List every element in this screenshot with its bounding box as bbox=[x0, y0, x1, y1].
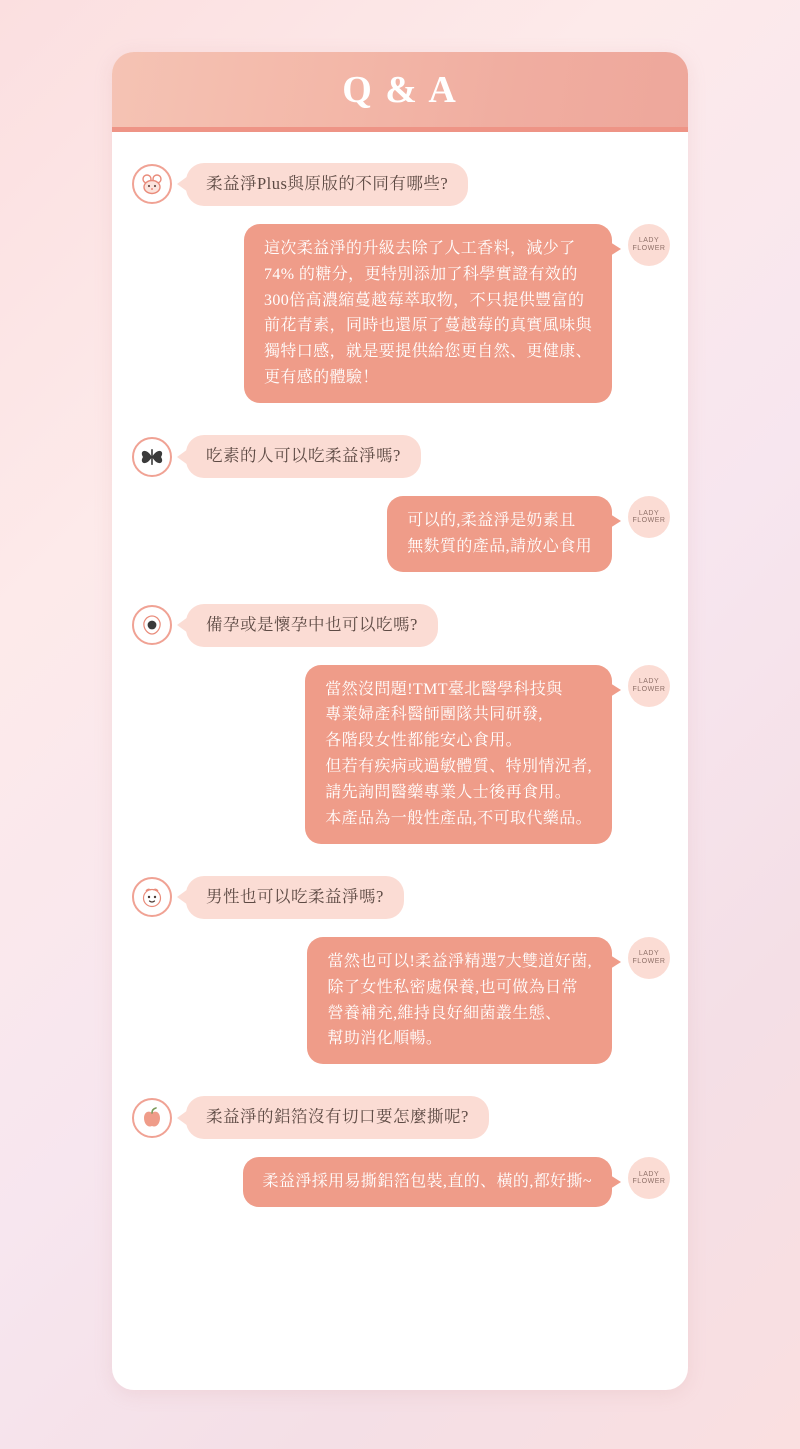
brand-line-2: FLOWER bbox=[632, 685, 666, 693]
answer-line: 當然沒問題!TMT臺北醫學科技與 bbox=[325, 680, 563, 698]
answer-bubble bbox=[244, 224, 612, 403]
answer-line: 各階段女性都能安心食用。 bbox=[325, 732, 522, 750]
qa-item bbox=[112, 876, 688, 1064]
answer-line: 無麩質的產品,請放心食用 bbox=[407, 537, 592, 555]
question-bubble: 備孕或是懷孕中也可以吃嗎? bbox=[186, 604, 438, 647]
brand-line-1: LADY bbox=[638, 237, 660, 245]
brand-line-1: LADY bbox=[638, 678, 660, 686]
brand-line-1: LADY bbox=[638, 1170, 660, 1178]
question-row bbox=[112, 163, 688, 206]
answer-bubble bbox=[307, 937, 612, 1065]
answer-line: 請先詢問醫藥專業人士後再食用。 bbox=[325, 784, 572, 802]
header-divider bbox=[112, 127, 688, 132]
answer-line: 74% 的糖分，更特別添加了科學實證有效的 bbox=[263, 265, 578, 283]
answer-line: 這次柔益淨的升級去除了人工香料，減少了 bbox=[263, 239, 576, 257]
baby-face-icon bbox=[132, 877, 172, 917]
answer-line: 300倍高濃縮蔓越莓萃取物，不只提供豐富的 bbox=[263, 291, 585, 309]
butterfly-icon bbox=[132, 437, 172, 477]
question-row bbox=[112, 604, 688, 647]
mouse-icon bbox=[132, 164, 172, 204]
answer-row bbox=[112, 1157, 688, 1207]
brand-avatar bbox=[628, 1157, 670, 1199]
card-header bbox=[112, 52, 688, 127]
apple-icon bbox=[132, 1098, 172, 1138]
answer-bubble bbox=[243, 1157, 612, 1207]
qa-item bbox=[112, 604, 688, 844]
answer-row bbox=[112, 937, 688, 1065]
brand-line-1: LADY bbox=[638, 950, 660, 958]
qa-item bbox=[112, 1096, 688, 1207]
question-bubble: 柔益淨的鋁箔沒有切口要怎麼撕呢? bbox=[186, 1096, 489, 1139]
qa-item bbox=[112, 435, 688, 572]
answer-line: 本產品為一般性產品,不可取代藥品。 bbox=[325, 810, 592, 828]
answer-line: 但若有疾病或過敏體質、特別情況者, bbox=[325, 758, 592, 776]
answer-line: 前花青素，同時也還原了蔓越莓的真實風味與 bbox=[263, 317, 592, 335]
brand-avatar bbox=[628, 224, 670, 266]
answer-bubble bbox=[387, 496, 612, 572]
answer-row bbox=[112, 224, 688, 403]
brand-line-2: FLOWER bbox=[632, 516, 666, 524]
question-row bbox=[112, 876, 688, 919]
answer-line: 幫助消化順暢。 bbox=[327, 1030, 443, 1048]
qa-list bbox=[112, 127, 688, 1253]
question-row bbox=[112, 435, 688, 478]
answer-line: 當然也可以!柔益淨精選7大雙道好菌, bbox=[327, 952, 592, 970]
answer-row bbox=[112, 496, 688, 572]
answer-row bbox=[112, 665, 688, 844]
answer-line: 更有感的體驗！ bbox=[263, 369, 379, 387]
brand-avatar bbox=[628, 937, 670, 979]
question-bubble: 吃素的人可以吃柔益淨嗎? bbox=[186, 435, 421, 478]
qa-item bbox=[112, 163, 688, 403]
answer-line: 除了女性私密處保養,也可做為日常 bbox=[327, 978, 578, 996]
question-bubble: 男性也可以吃柔益淨嗎? bbox=[186, 876, 404, 919]
answer-line: 營養補充,維持良好細菌叢生態、 bbox=[327, 1004, 562, 1022]
answer-line: 可以的,柔益淨是奶素且 bbox=[407, 511, 576, 529]
answer-line: 獨特口感，就是要提供給您更自然、更健康、 bbox=[263, 343, 592, 361]
question-row bbox=[112, 1096, 688, 1139]
qa-card bbox=[112, 52, 688, 1390]
answer-bubble bbox=[305, 665, 612, 844]
egg-icon bbox=[132, 605, 172, 645]
brand-line-2: FLOWER bbox=[632, 1178, 666, 1186]
brand-avatar bbox=[628, 665, 670, 707]
brand-line-2: FLOWER bbox=[632, 244, 666, 252]
answer-line: 柔益淨採用易撕鋁箔包裝,直的、橫的,都好撕~ bbox=[262, 1173, 592, 1191]
brand-avatar bbox=[628, 496, 670, 538]
page-title: Q & A bbox=[342, 68, 458, 111]
brand-line-2: FLOWER bbox=[632, 957, 666, 965]
brand-line-1: LADY bbox=[638, 509, 660, 517]
question-bubble: 柔益淨Plus與原版的不同有哪些? bbox=[186, 163, 468, 206]
answer-line: 專業婦產科醫師團隊共同研發, bbox=[325, 706, 543, 724]
